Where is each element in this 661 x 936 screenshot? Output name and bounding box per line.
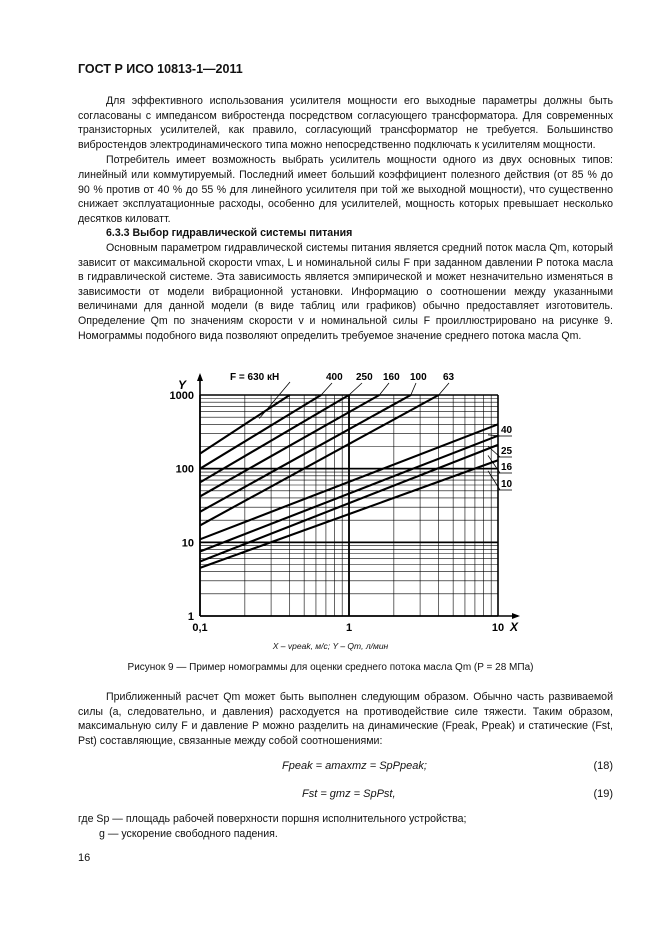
equation-19: Fst = gmz = SpPst, [302,788,396,800]
y-tick-label: 10 [181,537,194,550]
axes-caption: X – vpeak, м/с; Y – Qm, л/мин [272,641,389,651]
y-tick-label: 1 [187,611,194,623]
body-text-bottom [78,690,613,748]
curve-F-100 [200,395,411,512]
force-label-630: F = 630 кН [230,372,280,383]
equation-19-number: (19) [593,788,613,800]
chart-grid [197,373,520,619]
x-tick-label: 10 [491,622,505,634]
curve-F-400 [200,395,321,469]
equation-18-number: (18) [593,760,613,772]
paragraph-4: Приближенный расчет Qm может быть выполнен следующим образом. Обычно часть развиваемой силы (а, следовательно, и давления) расходуется на противодействие силе тяжести. Таким образом, максимальную силу F и давление P можно разделить на динамические (Fpeak, Ppeak) и статические (Fst, Pst) составляющие, связанные между собой соотношениями: [78,691,613,747]
paragraph-2: Потребитель имеет возможность выбрать усилитель мощности одного из двух основных типов: линейный или коммутируемый. Последний имеет больший коэффициент полезного действия (от 85 % до 90 % против от 40 % до 55 % для линейного усилителя при той же выходной мощности), что существенно снижает эксплуатационные расходы, особенно для усилителей, мощность которых превышает несколько десятков киловатт. [78,154,613,225]
force-label-160: 160 [383,372,400,383]
page-header: ГОСТ Р ИСО 10813-1—2011 [78,62,243,76]
where-line-2: g — ускорение свободного падения. [99,827,278,840]
where-line-1: где Sp — площадь рабочей поверхности поршня исполнительного устройства; [78,813,467,825]
equation-18: Fpeak = amaxmz = SpPpeak; [282,760,427,772]
leader-160 [379,383,389,395]
leader-63 [439,383,449,395]
y-tick-label: 100 [175,463,194,476]
page-number: 16 [78,852,91,864]
y-axis-label: Y [177,378,186,392]
body-text-top [78,94,613,343]
x-axis-arrow [512,613,520,619]
where-block [78,812,613,841]
force-label-250: 250 [356,372,373,383]
section-title: 6.3.3 Выбор гидравлической системы питания [106,227,353,240]
paragraph-3: Основным параметром гидравлической системы питания является средний поток масла Qm, который зависит от максимальной скорости vmax, L и номинальной силы F при заданном давлении P потока масла в гидравлической системе. Эта зависимость является эмпирической и может незначительно изменяться в зависимости от модели вибрационной установки. Информацию о соотношении между указанными величинами для данной модели (в виде таблиц или графиков) обычно предоставляет изготовитель. Определение Qm по значениям скорости v и номинальной силы F проиллюстрировано на рисунке 9. Номограммы подобного вида позволяют определить требуемое значение среднего потока масла Qm. [78,241,613,342]
y-axis-arrow [197,373,203,381]
figure-caption: Рисунок 9 — Пример номограммы для оценки среднего потока масла Qm (P = 28 МПа) [127,662,534,673]
x-tick-label: 0,1 [192,622,208,634]
x-axis-label: X [510,620,519,634]
force-label-63: 63 [443,372,455,383]
x-tick-label: 1 [345,622,353,634]
leader-250 [349,383,362,395]
paragraph-1: Для эффективного использования усилителя мощности его выходные параметры должны быть согласованы с импедансом вибростенда посредством согласующего трансформатора. Для современных транзисторных усилителей, как правило, согласующий трансформатор не требуется. Большинство вибростендов электродинамического типа можно непосредственно подключать к усилителям мощности. [78,95,613,151]
force-label-25: 25 [501,446,513,457]
force-label-40: 40 [501,425,513,436]
force-label-10: 10 [501,479,513,490]
nomogram-chart [0,360,661,650]
force-label-100: 100 [410,372,427,383]
leader-100 [411,383,416,395]
force-label-400: 400 [326,372,343,383]
leader-630 [259,382,290,418]
y-tick-label: 1000 [169,390,194,402]
force-label-16: 16 [501,462,513,473]
leader-400 [321,383,332,395]
